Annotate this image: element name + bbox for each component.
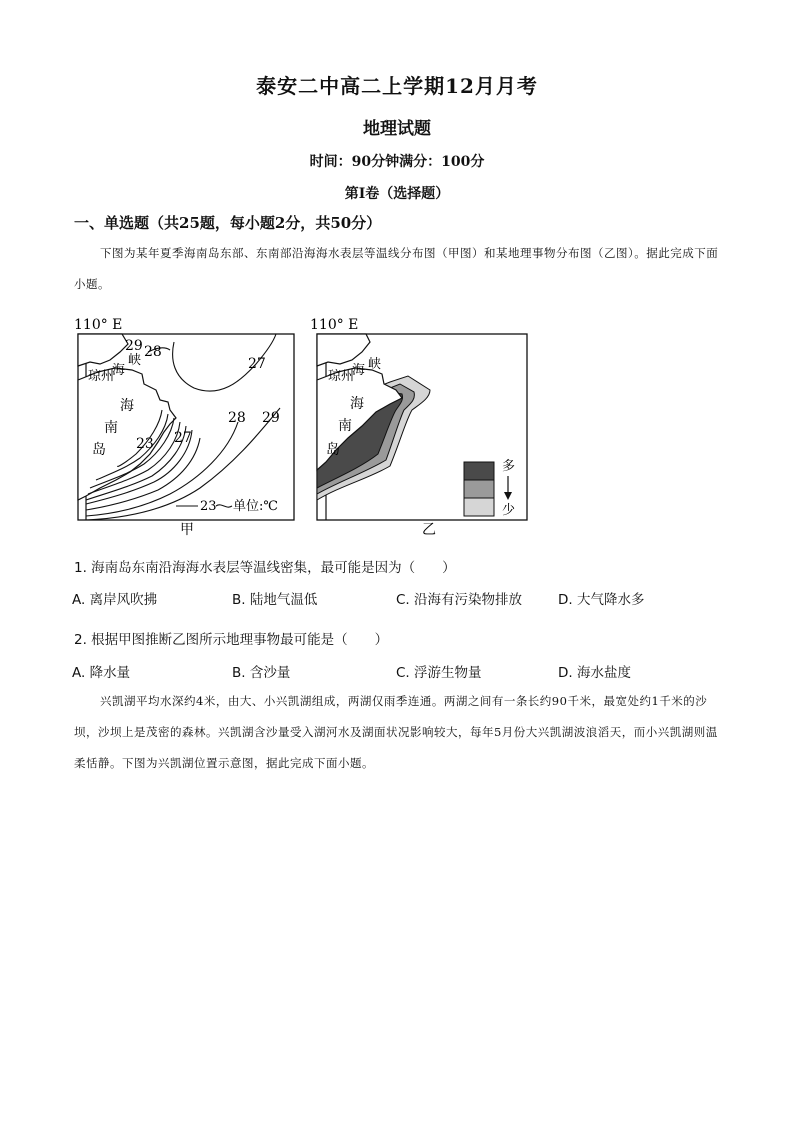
map-jia-island-char-1: 海	[120, 398, 134, 414]
map-yi-qiongzhou: 琼州	[328, 369, 355, 384]
map-jia-isotherm-27-coast: 27	[174, 430, 192, 446]
map-yi-legend-box-mid	[464, 480, 494, 498]
map-jia-qiongzhou: 琼州	[88, 369, 115, 384]
map-yi-lon-label: 110° E	[310, 317, 359, 333]
question-2-option-c[interactable]: C. 浮游生物量	[396, 665, 482, 681]
map-yi-island-char-3: 岛	[326, 442, 340, 458]
map-jia-isotherm-28-right: 28	[228, 410, 246, 426]
map-yi-strait-char-1: 海	[352, 363, 366, 378]
map-jia-caption: 甲	[180, 522, 194, 538]
map-jia-legend-value: 23	[200, 499, 217, 514]
question-2-option-b[interactable]: B. 含沙量	[232, 665, 291, 681]
question-1-option-b[interactable]: B. 陆地气温低	[232, 592, 318, 608]
question-1-option-a[interactable]: A. 离岸风吹拂	[72, 592, 158, 608]
map-jia-isotherm-27-top: 27	[248, 356, 266, 372]
question-1-option-d[interactable]: D. 大气降水多	[558, 592, 645, 608]
map-yi-island-char-1: 海	[350, 396, 364, 412]
map-yi-legend-box-less	[464, 498, 494, 516]
map-jia-island-char-2: 南	[104, 420, 118, 436]
question-2-option-d[interactable]: D. 海水盐度	[558, 665, 631, 681]
map-jia-isotherm-28-top: 28	[144, 344, 162, 360]
question-2-option-a[interactable]: A. 降水量	[72, 665, 131, 681]
question-1-option-c[interactable]: C. 沿海有污染物排放	[396, 592, 523, 608]
map-jia-lon-label: 110° E	[74, 317, 123, 333]
map-jia-island-char-3: 岛	[92, 442, 106, 458]
map-yi-caption: 乙	[422, 522, 436, 538]
map-jia-strait-char-2: 峡	[128, 353, 142, 368]
exam-title: 泰安二中高二上学期12月月考	[256, 74, 538, 98]
intro-paragraph-2: 兴凯湖平均水深约4米，由大、小兴凯湖组成，两湖仅雨季连通。两湖之间有一条长约90千米，最宽处约1千米的沙坝，沙坝上是茂密的森林。兴凯湖含沙量受入湖河水及湖面状况影响较大，每年5月份大兴凯湖波浪滔天，而小兴凯湖则温柔恬静。下图为兴凯湖位置示意图，据此完成下面小题。	[74, 694, 718, 770]
map-jia-mainland	[78, 334, 128, 366]
exam-info: 时间：90分钟满分：100分	[309, 154, 485, 170]
subject-title: 地理试题	[363, 119, 431, 139]
map-yi-island-char-2: 南	[338, 418, 352, 434]
question-1-stem: 1. 海南岛东南沿海海水表层等温线密集，最可能是因为（ ）	[74, 560, 456, 576]
question-2-stem: 2. 根据甲图推断乙图所示地理事物最可能是（ ）	[74, 632, 389, 648]
map-jia-legend-line-right	[216, 505, 232, 507]
map-jia-strait-char-1: 海	[112, 363, 126, 378]
map-yi-legend-box-more	[464, 462, 494, 480]
map-yi-legend-arrow-head	[504, 492, 512, 500]
map-jia-isotherm-29-right: 29	[262, 410, 280, 426]
map-yi-mainland	[317, 334, 370, 366]
map-jia-legend-unit: 单位:℃	[233, 499, 278, 514]
map-yi-legend-less: 少	[502, 503, 516, 518]
volume-title: 第I卷（选择题）	[344, 186, 450, 202]
map-yi-legend-more: 多	[502, 459, 516, 474]
map-yi-strait-char-2: 峡	[368, 357, 382, 372]
map-jia	[74, 317, 294, 538]
intro-paragraph-1: 下图为某年夏季海南岛东部、东南部沿海海水表层等温线分布图（甲图）和某地理事物分布图（乙图）。据此完成下面小题。	[74, 246, 719, 291]
map-yi	[310, 317, 527, 538]
map-jia-isotherm-23: 23	[136, 436, 154, 452]
section-heading: 一、单选题（共25题，每小题2分，共50分）	[74, 214, 382, 232]
map-jia-isotherm-29: 29	[125, 338, 143, 354]
figure-hainan-maps	[70, 312, 530, 542]
